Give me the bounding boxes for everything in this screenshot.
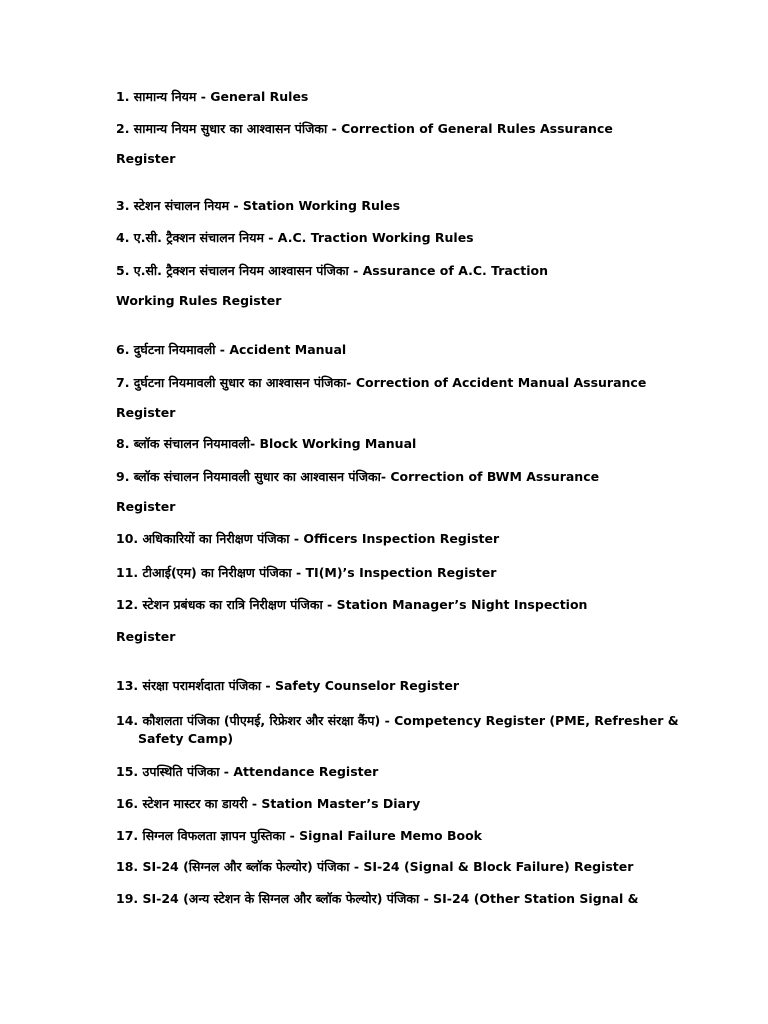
list-item-3: 3. स्टेशन संचालन नियम - Station Working Rules <box>116 198 401 213</box>
list-item-9: 9. ब्लॉक संचालन नियमावली सुधार का आश्वासन पंजिका- Correction of BWM Assurance <box>116 469 600 484</box>
list-item-15: 15. उपस्थिति पंजिका - Attendance Register <box>116 764 379 779</box>
list-item-6: 6. दुर्घटना नियमावली - Accident Manual <box>116 342 347 357</box>
list-item-12-continuation: Register <box>116 629 176 644</box>
list-item-2-continuation: Register <box>116 151 176 166</box>
list-item-4: 4. ए.सी. ट्रैक्शन संचालन नियम - A.C. Traction Working Rules <box>116 230 474 245</box>
list-item-8: 8. ब्लॉक संचालन नियमावली- Block Working Manual <box>116 436 417 451</box>
list-item-11: 11. टीआई(एम) का निरीक्षण पंजिका - TI(M)’s Inspection Register <box>116 565 497 580</box>
list-item-18: 18. SI-24 (सिग्नल और ब्लॉक फेल्योर) पंजिका - SI-24 (Signal & Block Failure) Register <box>116 859 634 874</box>
list-item-19: 19. SI-24 (अन्य स्टेशन के सिग्नल और ब्लॉक फेल्योर) पंजिका - SI-24 (Other Station Signal & <box>116 891 639 906</box>
list-item-5: 5. ए.सी. ट्रैक्शन संचालन नियम आश्वासन पंजिका - Assurance of A.C. Traction <box>116 263 549 278</box>
list-item-7: 7. दुर्घटना नियमावली सुधार का आश्वासन पंजिका- Correction of Accident Manual Assurance <box>116 375 647 390</box>
list-item-12: 12. स्टेशन प्रबंधक का रात्रि निरीक्षण पंजिका - Station Manager’s Night Inspection <box>116 597 588 612</box>
list-item-10: 10. अधिकारियों का निरीक्षण पंजिका - Officers Inspection Register <box>116 531 500 546</box>
list-item-16: 16. स्टेशन मास्टर का डायरी - Station Master’s Diary <box>116 796 421 811</box>
list-item-13: 13. संरक्षा परामर्शदाता पंजिका - Safety Counselor Register <box>116 678 460 693</box>
list-item-17: 17. सिग्नल विफलता ज्ञापन पुस्तिका - Signal Failure Memo Book <box>116 828 482 843</box>
list-item-2: 2. सामान्य नियम सुधार का आश्वासन पंजिका - Correction of General Rules Assurance <box>116 121 613 136</box>
list-item-9-continuation: Register <box>116 499 176 514</box>
list-item-7-continuation: Register <box>116 405 176 420</box>
list-item-5-continuation: Working Rules Register <box>116 293 282 308</box>
list-item-1: 1. सामान्य नियम - General Rules <box>116 89 309 104</box>
list-item-14: 14. कौशलता पंजिका (पीएमई, रिफ्रेशर और संरक्षा कैंप) - Competency Register (PME, Refresher & Safety Camp) <box>116 713 679 746</box>
